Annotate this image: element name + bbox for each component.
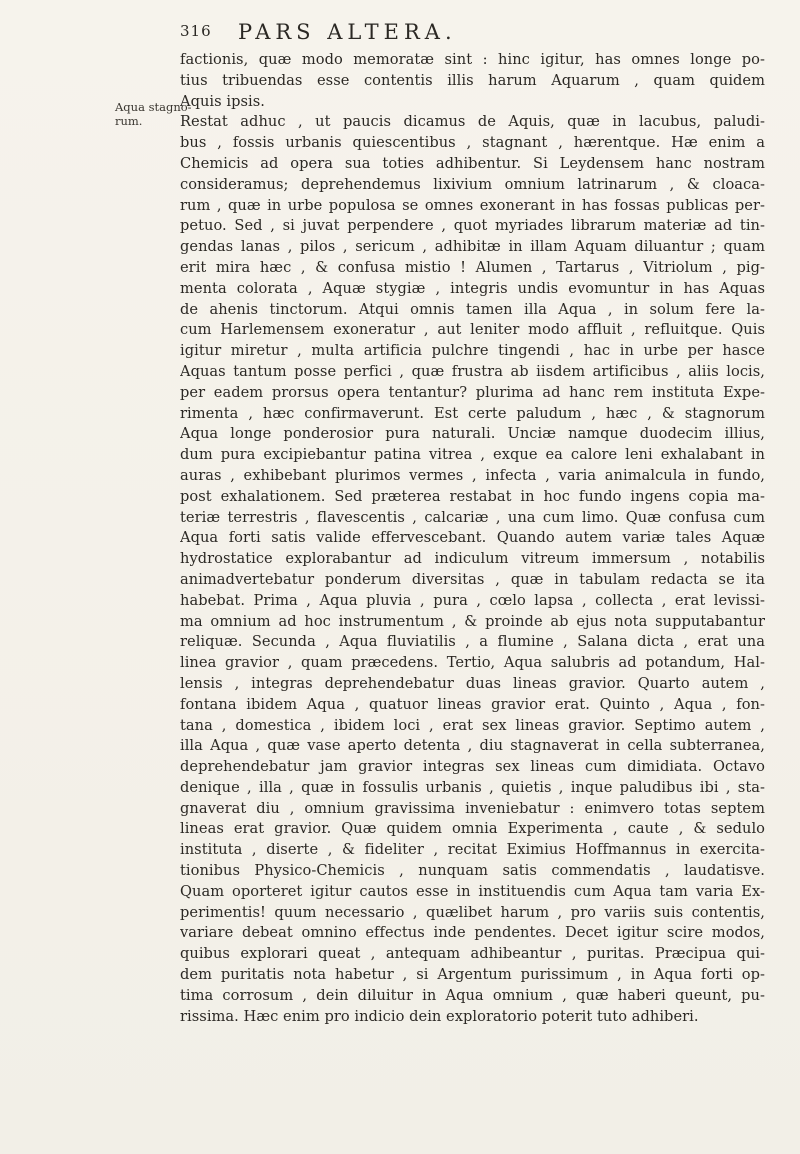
text-line: ma omnium ad hoc instrumentum , & proinde ab ejus nota supputabantur	[180, 612, 765, 630]
text-line: dem puritatis nota habetur , si Argentum purissimum , in Aqua forti op-	[180, 966, 765, 984]
text-line: denique , illa , quæ in fossulis urbanis , quietis , inque paludibus ibi , sta-	[180, 778, 765, 796]
text-line: rum , quæ in urbe populosa se omnes exonerant in has fossas publicas per-	[180, 196, 765, 214]
text-line: igitur miretur , multa artificia pulchre tingendi , hac in urbe per hasce	[180, 342, 765, 360]
margin-note-line: rum.	[115, 114, 143, 128]
text-line: Aquas tantum posse perfici , quæ frustra ab iisdem artificibus , aliis locis,	[180, 362, 765, 380]
text-line: illa Aqua , quæ vase aperto detenta , diu stagnaverat in cella subterranea,	[180, 737, 765, 755]
text-line: erit mira hæc , & confusa mistio ! Alumen , Tartarus , Vitriolum , pig-	[180, 258, 765, 276]
text-line: teriæ terrestris , flavescentis , calcariæ , una cum limo. Quæ confusa cum	[180, 508, 765, 526]
page-header	[180, 22, 760, 46]
text-line: Chemicis ad opera sua toties adhibentur. Si Leydensem hanc nostram	[180, 154, 765, 172]
text-line: per eadem prorsus opera tentantur? plurima ad hanc rem instituta Expe-	[180, 383, 765, 401]
text-line: consideramus; deprehendemus lixivium omnium latrinarum , & cloaca-	[180, 175, 765, 193]
margin-note	[115, 100, 192, 128]
margin-note-line: Aqua stagno-	[115, 100, 192, 114]
running-title: PARS ALTERA.	[238, 20, 457, 44]
text-line: Aqua longe ponderosior pura naturali. Unciæ namque duodecim illius,	[180, 425, 765, 443]
text-line: bus , fossis urbanis quiescentibus , stagnant , hærentque. Hæ enim a	[180, 134, 765, 152]
text-line: menta colorata , Aquæ stygiæ , integris undis evomuntur in has Aquas	[180, 279, 765, 297]
page-number: 316	[180, 22, 212, 40]
text-line: fontana ibidem Aqua , quatuor lineas gravior erat. Quinto , Aqua , fon-	[180, 695, 765, 713]
text-line: Aqua forti satis valide effervescebant. Quando autem variæ tales Aquæ	[180, 529, 765, 547]
text-line: perimentis! quum necessario , quælibet harum , pro variis suis contentis,	[180, 903, 765, 921]
text-line: lineas erat gravior. Quæ quidem omnia Experimenta , caute , & sedulo	[180, 820, 765, 838]
text-line: gendas lanas , pilos , sericum , adhibitæ in illam Aquam diluantur ; quam	[180, 238, 765, 256]
text-line: Aquis ipsis.	[180, 92, 265, 110]
text-line: tionibus Physico-Chemicis , nunquam satis commendatis , laudatisve.	[180, 862, 765, 880]
text-line: tius tribuendas esse contentis illis harum Aquarum , quam quidem	[180, 71, 765, 89]
text-line: linea gravior , quam præcedens. Tertio, Aqua salubris ad potandum, Hal-	[180, 654, 765, 672]
text-line: de ahenis tinctorum. Atqui omnis tamen illa Aqua , in solum fere la-	[180, 300, 765, 318]
text-line: quibus explorari queat , antequam adhibeantur , puritas. Præcipua qui-	[180, 945, 765, 963]
text-line: tana , domestica , ibidem loci , erat sex lineas gravior. Septimo autem ,	[180, 716, 765, 734]
text-line: petuo. Sed , si juvat perpendere , quot myriades librarum materiæ ad tin-	[180, 217, 765, 235]
text-line: habebat. Prima , Aqua pluvia , pura , cœlo lapsa , collecta , erat levissi-	[180, 591, 765, 609]
text-line: Quam oporteret igitur cautos esse in instituendis cum Aqua tam varia Ex-	[180, 882, 765, 900]
text-line: gnaverat diu , omnium gravissima inveniebatur : enimvero totas septem	[180, 799, 765, 817]
text-line: reliquæ. Secunda , Aqua fluviatilis , a flumine , Salana dicta , erat una	[180, 633, 765, 651]
text-line: factionis, quæ modo memoratæ sint : hinc igitur, has omnes longe po-	[180, 51, 765, 68]
text-line: auras , exhibebant plurimos vermes , infecta , varia animalcula in fundo,	[180, 466, 765, 484]
text-line: animadvertebatur ponderum diversitas , quæ in tabulam redacta se ita	[180, 570, 765, 588]
body-text	[180, 50, 765, 1027]
text-line: hydrostatice explorabantur ad indiculum vitreum immersum , notabilis	[180, 550, 765, 568]
text-line: instituta , diserte , & fideliter , recitat Eximius Hoffmannus in exercita-	[180, 841, 765, 859]
text-line: variare debeat omnino effectus inde pendentes. Decet igitur scire modos,	[180, 924, 765, 942]
text-line: post exhalationem. Sed præterea restabat in hoc fundo ingens copia ma-	[180, 487, 765, 505]
text-line: tima corrosum , dein diluitur in Aqua omnium , quæ haberi queunt, pu-	[180, 986, 765, 1004]
text-line: deprehendebatur jam gravior integras sex lineas cum dimidiata. Octavo	[180, 758, 765, 776]
text-line: rimenta , hæc confirmaverunt. Est certe paludum , hæc , & stagnorum	[180, 404, 765, 422]
text-line: dum pura excipiebantur patina vitrea , exque ea calore leni exhalabant in	[180, 446, 765, 464]
text-line: rissima. Hæc enim pro indicio dein exploratorio poterit tuto adhiberi.	[180, 1007, 699, 1025]
text-line: lensis , integras deprehendebatur duas lineas gravior. Quarto autem ,	[180, 674, 765, 692]
text-line: Restat adhuc , ut paucis dicamus de Aquis, quæ in lacubus, paludi-	[180, 113, 765, 131]
text-line: cum Harlemensem exoneratur , aut leniter modo affluit , refluitque. Quis	[180, 321, 765, 339]
